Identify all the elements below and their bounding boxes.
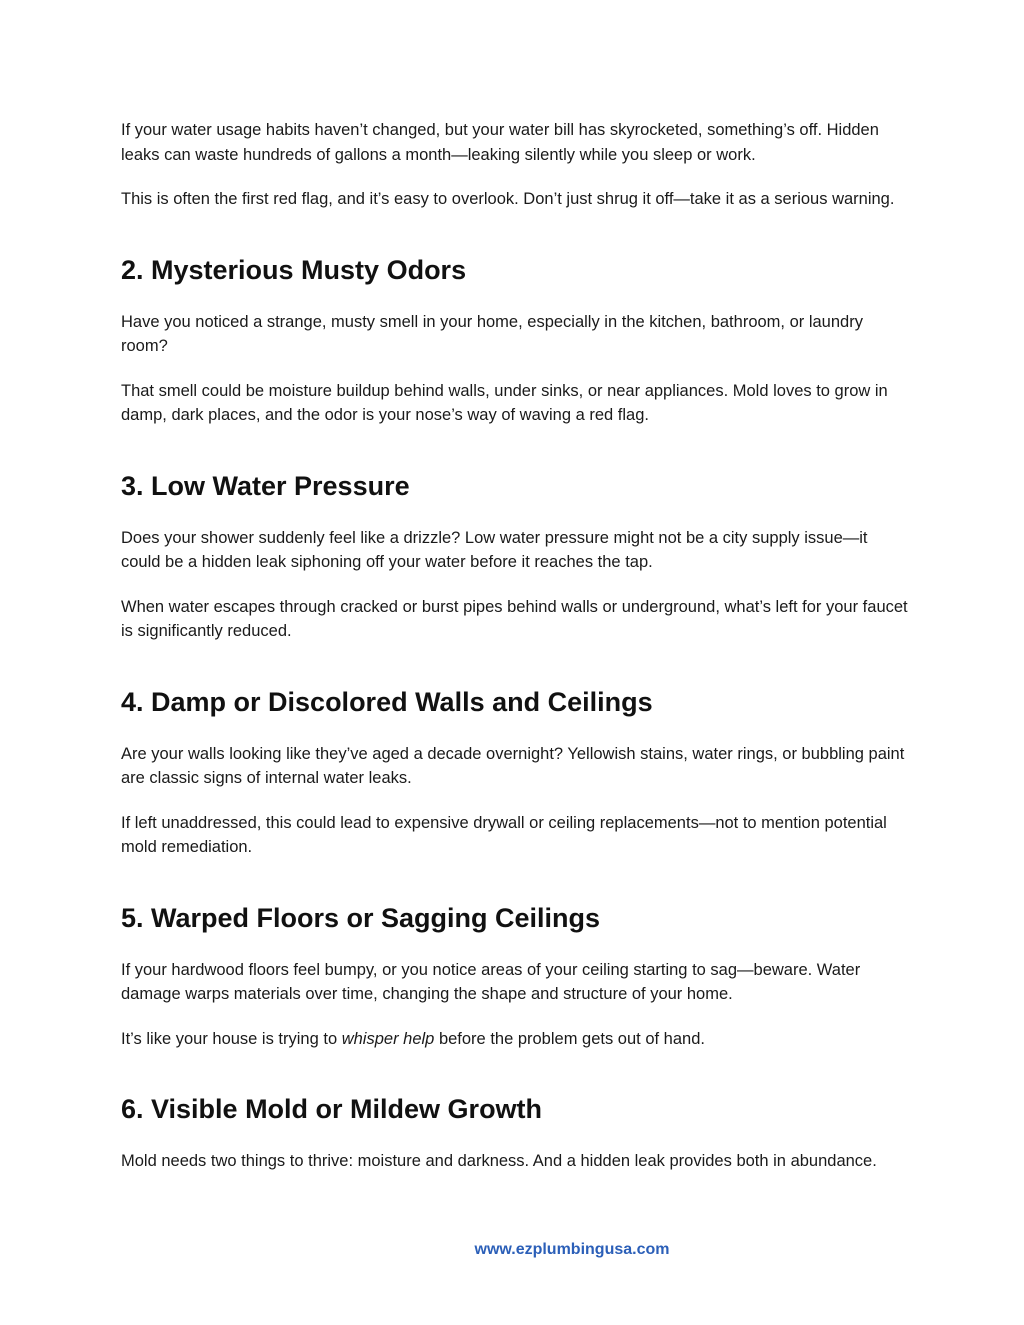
section-paragraph: That smell could be moisture buildup behind walls, under sinks, or near appliances. Mold loves to grow in damp, dark places, and the odor is your nose’s way of waving a red flag. xyxy=(121,381,888,424)
section-heading: 4. Damp or Discolored Walls and Ceilings xyxy=(121,686,653,717)
section-heading: 6. Visible Mold or Mildew Growth xyxy=(121,1094,543,1124)
section-paragraph: If left unaddressed, this could lead to expensive drywall or ceiling replacements—not to mention potential mold remediation. xyxy=(121,813,887,856)
section-musty-odors xyxy=(121,253,911,428)
section-heading: 5. Warped Floors or Sagging Ceilings xyxy=(121,902,601,933)
section-low-water-pressure xyxy=(121,469,911,644)
section-paragraph: If your hardwood floors feel bumpy, or you notice areas of your ceiling starting to sag—beware. Water damage warps materials over time, changing the shape and structure of your home. xyxy=(121,960,861,1003)
section-damp-walls xyxy=(121,685,911,860)
text-run: It’s like your house is trying to xyxy=(121,1029,342,1048)
footer-website-link[interactable]: www.ezplumbingusa.com xyxy=(474,1241,670,1258)
section-paragraph: When water escapes through cracked or burst pipes behind walls or underground, what’s left for your faucet is significantly reduced. xyxy=(121,597,908,640)
section-paragraph: Have you noticed a strange, musty smell in your home, especially in the kitchen, bathroom, or laundry room? xyxy=(121,312,863,355)
section-paragraph: Mold needs two things to thrive: moisture and darkness. And a hidden leak provides both in abundance. xyxy=(121,1152,877,1170)
section-warped-floors xyxy=(121,901,911,1052)
section-heading: 3. Low Water Pressure xyxy=(121,470,410,501)
section-paragraph: Does your shower suddenly feel like a drizzle? Low water pressure might not be a city supply issue—it could be a hidden leak siphoning off your water before it reaches the tap. xyxy=(121,528,868,571)
section-heading: 2. Mysterious Musty Odors xyxy=(121,254,467,285)
text-run: before the problem gets out of hand. xyxy=(434,1029,705,1048)
intro-paragraph-2: This is often the first red flag, and it’s easy to overlook. Don’t just shrug it off—take it as a serious warning. xyxy=(121,190,895,208)
document-body xyxy=(121,118,911,1174)
intro-paragraph-1: If your water usage habits haven’t changed, but your water bill has skyrocketed, something’s off. Hidden leaks can waste hundreds of gallons a month—leaking silently while you sleep or work. xyxy=(121,121,879,164)
section-paragraph: Are your walls looking like they’ve aged a decade overnight? Yellowish stains, water rings, or bubbling paint are classic signs of internal water leaks. xyxy=(121,744,905,787)
emphasis-text: whisper help xyxy=(341,1029,435,1048)
section-paragraph-whisper xyxy=(121,1027,911,1052)
section-visible-mold xyxy=(121,1092,911,1174)
